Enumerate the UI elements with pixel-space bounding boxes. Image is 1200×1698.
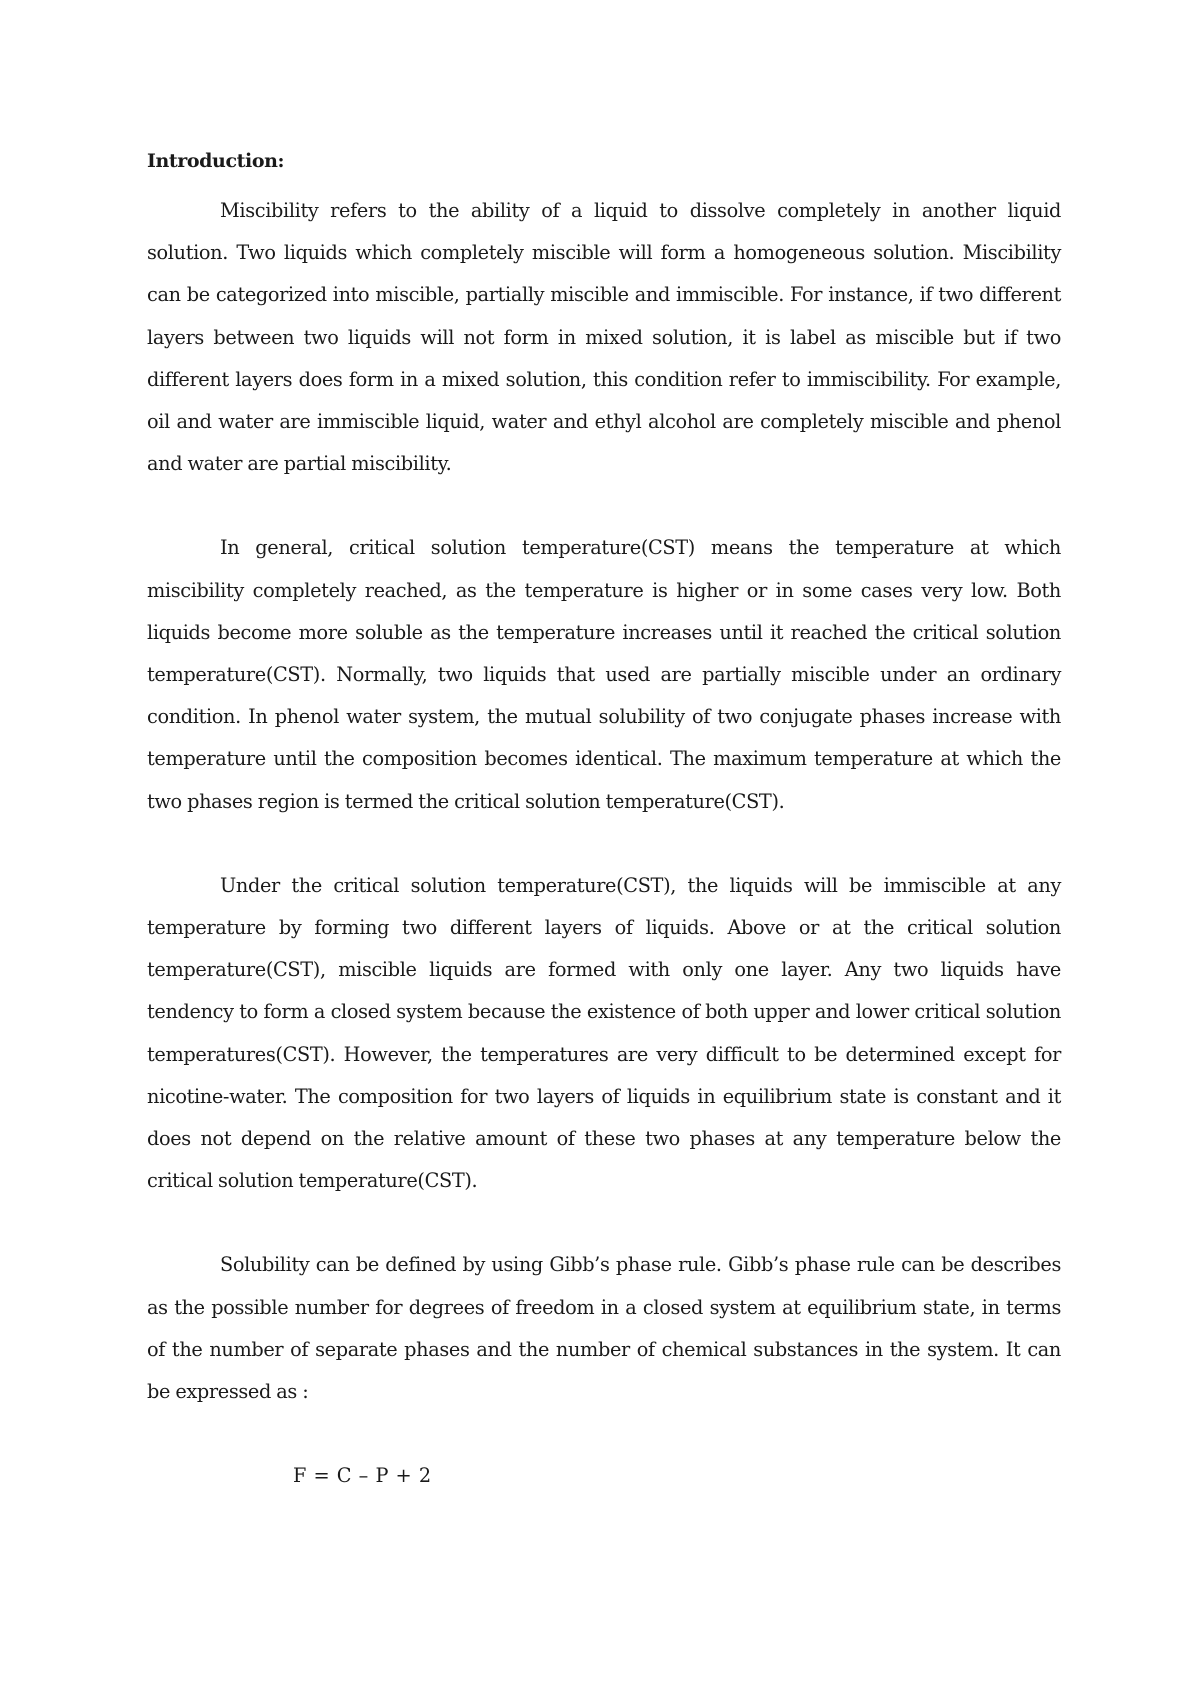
phase-rule-equation: F = C – P + 2 [293, 1464, 432, 1488]
paragraph-critical-solution-temperature: In general, critical solution temperature(CST) means the temperature at which miscibility completely reached, as the temperature is higher or in some cases very low. Both liquids become more soluble as the temperature increases until it reached the critical solution temperature(CST). Normally, two liquids that used are partially miscible under an ordinary condition. In phenol water system, the mutual solubility of two conjugate phases increase with temperature until the composition becomes identical. The maximum temperature at which the two phases region is termed the critical solution temperature(CST). [147, 536, 1061, 813]
paragraph-below-cst: Under the critical solution temperature(CST), the liquids will be immiscible at any temperature by forming two different layers of liquids. Above or at the critical solution temperature(CST), miscible liquids are formed with only one layer. Any two liquids have tendency to form a closed system because the existence of both upper and lower critical solution temperatures(CST). However, the temperatures are very difficult to be determined except for nicotine-water. The composition for two layers of liquids in equilibrium state is constant and it does not depend on the relative amount of these two phases at any temperature below the critical solution temperature(CST). [147, 873, 1061, 1193]
section-heading: Introduction: [147, 150, 285, 172]
paragraph-gibbs-phase-rule: Solubility can be defined by using Gibb’s phase rule. Gibb’s phase rule can be describes as the possible number for degrees of freedom in a closed system at equilibrium state, in terms of the number of separate phases and the number of chemical substances in the system. It can be expressed as : [147, 1253, 1061, 1404]
document-page [147, 140, 1061, 1497]
paragraph-miscibility: Miscibility refers to the ability of a liquid to dissolve completely in another liquid solution. Two liquids which completely miscible will form a homogeneous solution. Miscibility can be categorized into miscible, partially miscible and immiscible. For instance, if two different layers between two liquids will not form in mixed solution, it is label as miscible but if two different layers does form in a mixed solution, this condition refer to immiscibility. For example, oil and water are immiscible liquid, water and ethyl alcohol are completely miscible and phenol and water are partial miscibility. [147, 199, 1061, 476]
